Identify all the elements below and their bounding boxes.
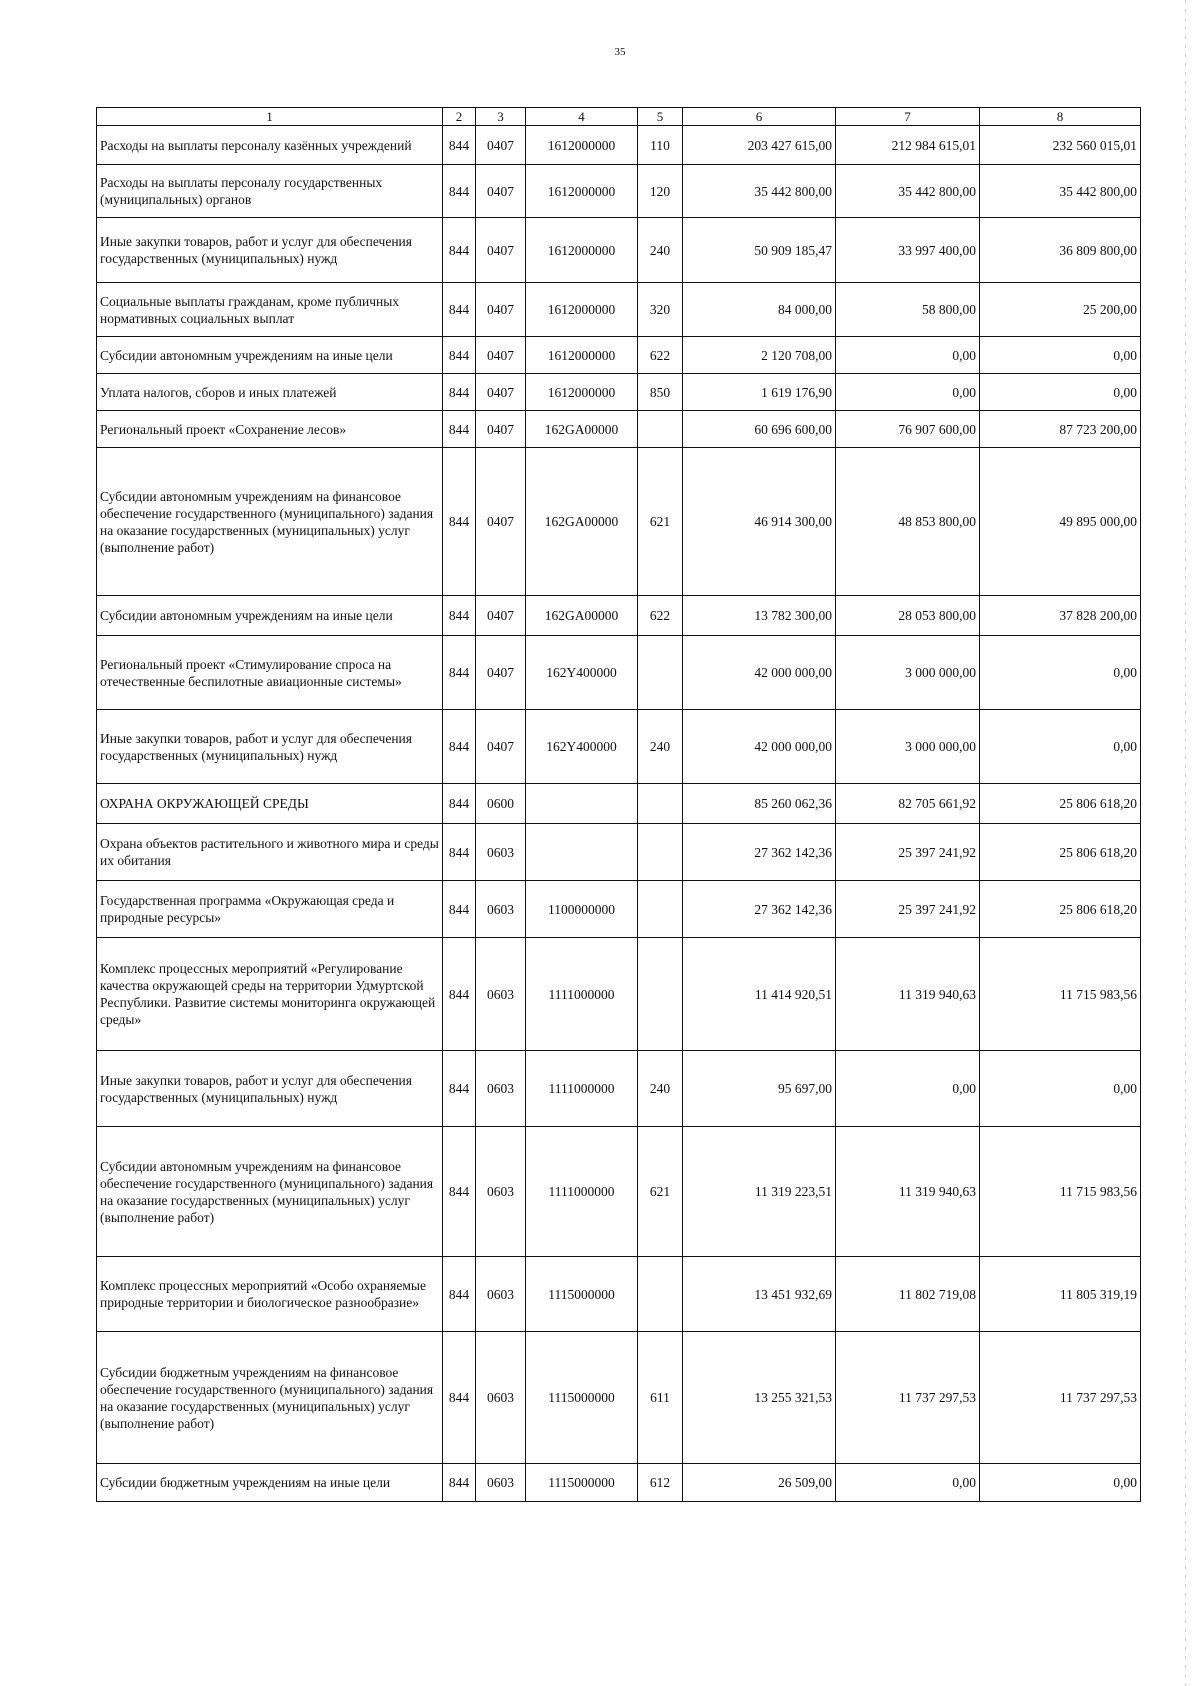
row-section-code: 0603 [476,1127,526,1257]
row-amount-col7: 0,00 [836,337,980,374]
header-col-7: 7 [836,108,980,126]
row-section-code: 0600 [476,784,526,824]
row-section-code: 0407 [476,218,526,283]
row-expense-type [638,636,683,710]
row-target-article: 162Y400000 [526,710,638,784]
row-ved-code: 844 [443,126,476,165]
row-name: Расходы на выплаты персоналу казённых учреждений [97,126,443,165]
row-amount-col8: 25 200,00 [980,283,1141,337]
scan-edge [1185,0,1186,1686]
row-section-code: 0603 [476,1464,526,1502]
row-amount-col8: 11 715 983,56 [980,938,1141,1051]
row-name: Комплекс процессных мероприятий «Особо охраняемые природные территории и биологическое разнообразие» [97,1257,443,1332]
row-amount-col7: 82 705 661,92 [836,784,980,824]
row-ved-code: 844 [443,938,476,1051]
row-amount-col7: 25 397 241,92 [836,881,980,938]
row-amount-col6: 42 000 000,00 [683,636,836,710]
header-col-2: 2 [443,108,476,126]
row-amount-col6: 11 414 920,51 [683,938,836,1051]
row-amount-col6: 42 000 000,00 [683,710,836,784]
row-amount-col7: 35 442 800,00 [836,165,980,218]
row-ved-code: 844 [443,784,476,824]
row-target-article: 1111000000 [526,938,638,1051]
table-row [97,1051,1141,1127]
row-ved-code: 844 [443,1464,476,1502]
header-col-4: 4 [526,108,638,126]
row-section-code: 0407 [476,596,526,636]
row-name: Государственная программа «Окружающая среда и природные ресурсы» [97,881,443,938]
row-target-article: 1612000000 [526,126,638,165]
row-amount-col8: 0,00 [980,1464,1141,1502]
row-amount-col7: 11 319 940,63 [836,938,980,1051]
row-name: Субсидии автономным учреждениям на иные цели [97,596,443,636]
row-amount-col8: 87 723 200,00 [980,411,1141,448]
row-expense-type: 621 [638,448,683,596]
row-section-code: 0407 [476,165,526,218]
row-section-code: 0407 [476,337,526,374]
row-name: Охрана объектов растительного и животного мира и среды их обитания [97,824,443,881]
row-section-code: 0407 [476,636,526,710]
row-name: Субсидии автономным учреждениям на иные цели [97,337,443,374]
row-amount-col7: 28 053 800,00 [836,596,980,636]
row-ved-code: 844 [443,1257,476,1332]
row-name: Иные закупки товаров, работ и услуг для обеспечения государственных (муниципальных) нужд [97,218,443,283]
row-amount-col7: 11 802 719,08 [836,1257,980,1332]
row-amount-col7: 76 907 600,00 [836,411,980,448]
row-target-article: 162GA00000 [526,411,638,448]
table-row [97,881,1141,938]
row-name: Субсидии бюджетным учреждениям на финансовое обеспечение государственного (муниципального) задания на оказание государственных (муниципальных) услуг (выполнение работ) [97,1332,443,1464]
row-ved-code: 844 [443,824,476,881]
row-amount-col6: 50 909 185,47 [683,218,836,283]
row-ved-code: 844 [443,710,476,784]
row-amount-col7: 48 853 800,00 [836,448,980,596]
row-ved-code: 844 [443,596,476,636]
row-amount-col7: 25 397 241,92 [836,824,980,881]
row-amount-col7: 11 737 297,53 [836,1332,980,1464]
row-amount-col7: 33 997 400,00 [836,218,980,283]
row-section-code: 0603 [476,824,526,881]
row-target-article: 1115000000 [526,1332,638,1464]
row-expense-type: 240 [638,1051,683,1127]
row-amount-col8: 232 560 015,01 [980,126,1141,165]
row-target-article: 1100000000 [526,881,638,938]
row-expense-type [638,1257,683,1332]
table-row [97,938,1141,1051]
table-row [97,283,1141,337]
row-amount-col8: 25 806 618,20 [980,784,1141,824]
row-amount-col6: 203 427 615,00 [683,126,836,165]
row-target-article [526,824,638,881]
row-amount-col8: 0,00 [980,636,1141,710]
row-expense-type: 622 [638,337,683,374]
row-expense-type: 611 [638,1332,683,1464]
row-expense-type: 240 [638,710,683,784]
row-name: Уплата налогов, сборов и иных платежей [97,374,443,411]
header-col-1: 1 [97,108,443,126]
row-expense-type: 110 [638,126,683,165]
row-amount-col8: 36 809 800,00 [980,218,1141,283]
row-section-code: 0603 [476,1257,526,1332]
header-col-6: 6 [683,108,836,126]
row-amount-col7: 3 000 000,00 [836,710,980,784]
row-amount-col8: 11 737 297,53 [980,1332,1141,1464]
row-amount-col6: 46 914 300,00 [683,448,836,596]
row-ved-code: 844 [443,165,476,218]
row-target-article: 1111000000 [526,1051,638,1127]
row-amount-col7: 0,00 [836,374,980,411]
row-name: ОХРАНА ОКРУЖАЮЩЕЙ СРЕДЫ [97,784,443,824]
row-name: Расходы на выплаты персоналу государственных (муниципальных) органов [97,165,443,218]
table-row [97,1464,1141,1502]
row-amount-col8: 0,00 [980,374,1141,411]
row-section-code: 0603 [476,1051,526,1127]
row-amount-col8: 25 806 618,20 [980,881,1141,938]
row-amount-col7: 11 319 940,63 [836,1127,980,1257]
row-expense-type: 612 [638,1464,683,1502]
row-amount-col7: 212 984 615,01 [836,126,980,165]
row-expense-type: 240 [638,218,683,283]
row-ved-code: 844 [443,1332,476,1464]
table-row [97,596,1141,636]
row-target-article: 1111000000 [526,1127,638,1257]
table-row [97,784,1141,824]
row-section-code: 0603 [476,881,526,938]
row-amount-col6: 13 782 300,00 [683,596,836,636]
table-row [97,824,1141,881]
row-ved-code: 844 [443,283,476,337]
row-expense-type [638,784,683,824]
row-target-article: 1612000000 [526,337,638,374]
row-name: Иные закупки товаров, работ и услуг для обеспечения государственных (муниципальных) нужд [97,1051,443,1127]
row-expense-type [638,411,683,448]
table-row [97,337,1141,374]
row-ved-code: 844 [443,636,476,710]
row-target-article: 162GA00000 [526,596,638,636]
row-amount-col6: 95 697,00 [683,1051,836,1127]
table-row [97,411,1141,448]
row-ved-code: 844 [443,218,476,283]
row-expense-type [638,881,683,938]
row-section-code: 0407 [476,374,526,411]
row-amount-col6: 60 696 600,00 [683,411,836,448]
table-row [97,448,1141,596]
row-expense-type [638,938,683,1051]
row-amount-col8: 11 715 983,56 [980,1127,1141,1257]
row-amount-col7: 0,00 [836,1464,980,1502]
table-row [97,1127,1141,1257]
row-name: Региональный проект «Стимулирование спроса на отечественные беспилотные авиационные системы» [97,636,443,710]
row-amount-col6: 27 362 142,36 [683,824,836,881]
row-name: Иные закупки товаров, работ и услуг для обеспечения государственных (муниципальных) нужд [97,710,443,784]
row-amount-col8: 0,00 [980,710,1141,784]
row-name: Субсидии бюджетным учреждениям на иные цели [97,1464,443,1502]
row-amount-col8: 49 895 000,00 [980,448,1141,596]
row-name: Субсидии автономным учреждениям на финансовое обеспечение государственного (муниципального) задания на оказание государственных (муниципальных) услуг (выполнение работ) [97,1127,443,1257]
row-amount-col6: 2 120 708,00 [683,337,836,374]
row-amount-col8: 25 806 618,20 [980,824,1141,881]
row-ved-code: 844 [443,448,476,596]
row-target-article [526,784,638,824]
row-expense-type: 120 [638,165,683,218]
table-row [97,218,1141,283]
row-ved-code: 844 [443,374,476,411]
row-amount-col8: 0,00 [980,337,1141,374]
row-name: Комплекс процессных мероприятий «Регулирование качества окружающей среды на территории Удмуртской Республики. Развитие системы мониторинга окружающей среды» [97,938,443,1051]
table-row [97,165,1141,218]
row-ved-code: 844 [443,337,476,374]
table-body [97,126,1141,1502]
row-expense-type: 320 [638,283,683,337]
row-amount-col6: 27 362 142,36 [683,881,836,938]
header-col-3: 3 [476,108,526,126]
row-amount-col8: 37 828 200,00 [980,596,1141,636]
table-row [97,126,1141,165]
row-target-article: 162Y400000 [526,636,638,710]
row-name: Региональный проект «Сохранение лесов» [97,411,443,448]
row-amount-col6: 13 255 321,53 [683,1332,836,1464]
row-amount-col7: 58 800,00 [836,283,980,337]
table-row [97,710,1141,784]
row-target-article: 1115000000 [526,1464,638,1502]
row-amount-col8: 11 805 319,19 [980,1257,1141,1332]
row-amount-col6: 1 619 176,90 [683,374,836,411]
row-ved-code: 844 [443,881,476,938]
row-name: Социальные выплаты гражданам, кроме публичных нормативных социальных выплат [97,283,443,337]
row-amount-col8: 35 442 800,00 [980,165,1141,218]
header-row [97,108,1141,126]
row-section-code: 0603 [476,938,526,1051]
row-amount-col8: 0,00 [980,1051,1141,1127]
row-target-article: 1612000000 [526,218,638,283]
row-ved-code: 844 [443,1051,476,1127]
row-amount-col6: 26 509,00 [683,1464,836,1502]
row-section-code: 0407 [476,448,526,596]
row-ved-code: 844 [443,411,476,448]
row-section-code: 0407 [476,710,526,784]
row-amount-col6: 85 260 062,36 [683,784,836,824]
table-row [97,1332,1141,1464]
budget-table [96,107,1141,1502]
row-section-code: 0603 [476,1332,526,1464]
row-amount-col7: 3 000 000,00 [836,636,980,710]
row-expense-type: 622 [638,596,683,636]
row-expense-type: 621 [638,1127,683,1257]
row-section-code: 0407 [476,283,526,337]
row-amount-col7: 0,00 [836,1051,980,1127]
table-row [97,1257,1141,1332]
row-section-code: 0407 [476,126,526,165]
table-row [97,374,1141,411]
row-target-article: 1612000000 [526,283,638,337]
row-expense-type: 850 [638,374,683,411]
row-target-article: 162GA00000 [526,448,638,596]
row-ved-code: 844 [443,1127,476,1257]
row-amount-col6: 84 000,00 [683,283,836,337]
page-number: 35 [614,46,626,58]
row-expense-type [638,824,683,881]
row-amount-col6: 13 451 932,69 [683,1257,836,1332]
table-header [97,108,1141,126]
row-target-article: 1612000000 [526,374,638,411]
header-col-8: 8 [980,108,1141,126]
row-amount-col6: 35 442 800,00 [683,165,836,218]
row-target-article: 1115000000 [526,1257,638,1332]
row-section-code: 0407 [476,411,526,448]
row-name: Субсидии автономным учреждениям на финансовое обеспечение государственного (муниципального) задания на оказание государственных (муниципальных) услуг (выполнение работ) [97,448,443,596]
row-amount-col6: 11 319 223,51 [683,1127,836,1257]
header-col-5: 5 [638,108,683,126]
row-target-article: 1612000000 [526,165,638,218]
table-row [97,636,1141,710]
